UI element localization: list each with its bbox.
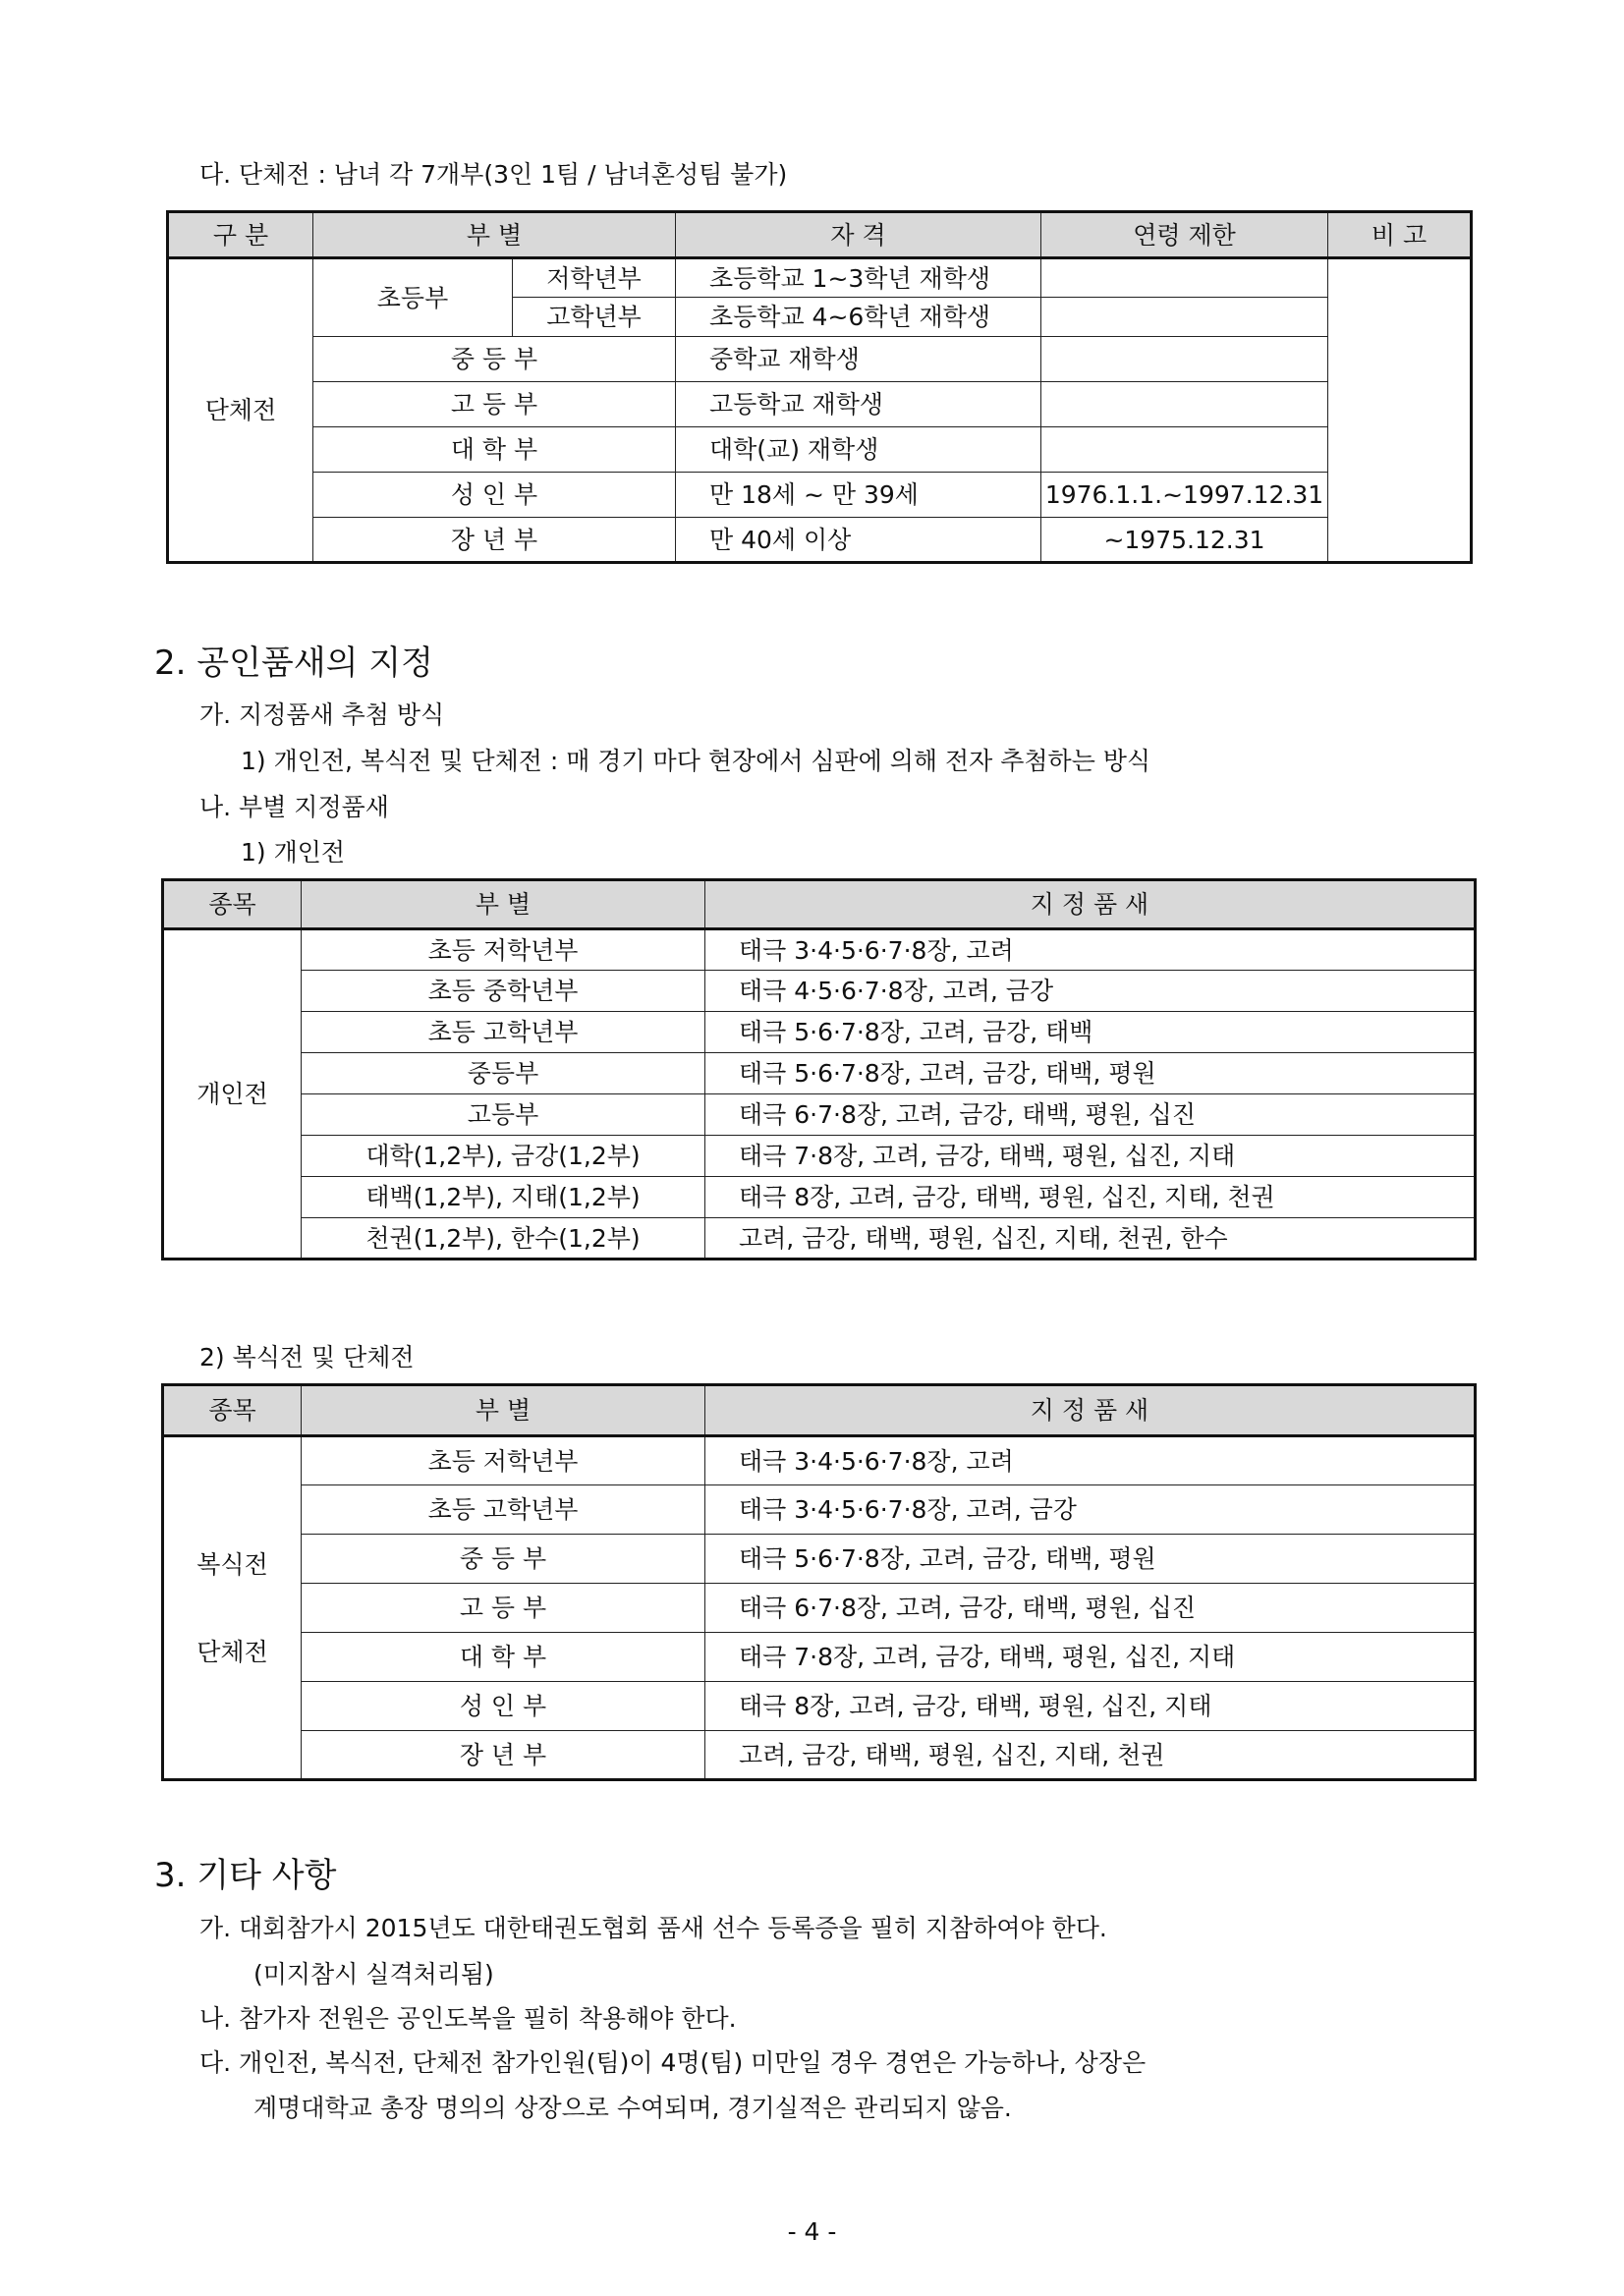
section-2-b1: 1) 개인전: [241, 838, 346, 867]
section-2-title: 2. 공인품새의 지정: [154, 644, 433, 683]
poomsae-cell: 태극 4·5·6·7·8장, 고려, 금강: [705, 971, 1476, 1012]
age-cell: [1041, 258, 1328, 298]
header-designated-poomsae: 지 정 품 새: [705, 1385, 1476, 1436]
division-cell: 대 학 부: [313, 427, 676, 473]
section-3-a: 가. 대회참가시 2015년도 대한태권도협회 품새 선수 등록증을 필히 지참하여야 한다.: [199, 1914, 1107, 1942]
header-designated-poomsae: 지 정 품 새: [705, 880, 1476, 929]
division-cell: 중 등 부: [313, 337, 676, 382]
poomsae-cell: 태극 8장, 고려, 금강, 태백, 평원, 십진, 지태: [705, 1682, 1476, 1731]
division-cell: 대학(1,2부), 금강(1,2부): [302, 1136, 705, 1177]
header-division: 부 별: [313, 212, 676, 258]
division-elementary: 초등부: [313, 258, 513, 337]
section-3-c-cont: 계명대학교 총장 명의의 상장으로 수여되며, 경기실적은 관리되지 않음.: [253, 2094, 1012, 2122]
division-cell: 대 학 부: [302, 1633, 705, 1682]
division-cell: 장 년 부: [313, 518, 676, 563]
section-2-b2: 2) 복식전 및 단체전: [199, 1343, 415, 1372]
individual-poomsae-table: [161, 878, 1477, 1260]
subdivision-upper: 고학년부: [513, 298, 676, 337]
division-cell: 초등 저학년부: [302, 929, 705, 971]
division-cell: 중 등 부: [302, 1535, 705, 1584]
qualification-cell: 초등학교 4~6학년 재학생: [676, 298, 1041, 337]
qualification-cell: 만 40세 이상: [676, 518, 1041, 563]
division-cell: 천권(1,2부), 한수(1,2부): [302, 1218, 705, 1260]
qualification-cell: 만 18세 ~ 만 39세: [676, 473, 1041, 518]
poomsae-cell: 고려, 금강, 태백, 평원, 십진, 지태, 천권, 한수: [705, 1218, 1476, 1260]
poomsae-cell: 태극 8장, 고려, 금강, 태백, 평원, 십진, 지태, 천권: [705, 1177, 1476, 1218]
division-cell: 초등 고학년부: [302, 1485, 705, 1535]
category-team: 단체전: [196, 1637, 268, 1666]
division-cell: 고등부: [302, 1094, 705, 1136]
category-individual: 개인전: [163, 929, 302, 1260]
poomsae-cell: 태극 3·4·5·6·7·8장, 고려: [705, 1436, 1476, 1485]
poomsae-cell: 태극 7·8장, 고려, 금강, 태백, 평원, 십진, 지태: [705, 1136, 1476, 1177]
poomsae-cell: 태극 5·6·7·8장, 고려, 금강, 태백, 평원: [705, 1053, 1476, 1094]
poomsae-cell: 태극 5·6·7·8장, 고려, 금강, 태백: [705, 1012, 1476, 1053]
header-qualification: 자 격: [676, 212, 1041, 258]
pair-team-poomsae-table: [161, 1383, 1477, 1781]
section-3-title: 3. 기타 사항: [154, 1856, 337, 1895]
poomsae-cell: 태극 7·8장, 고려, 금강, 태백, 평원, 십진, 지태: [705, 1633, 1476, 1682]
team-event-table: [166, 210, 1473, 564]
qualification-cell: 중학교 재학생: [676, 337, 1041, 382]
division-cell: 초등 중학년부: [302, 971, 705, 1012]
qualification-cell: 고등학교 재학생: [676, 382, 1041, 427]
category-team: 단체전: [168, 258, 313, 563]
header-remarks: 비 고: [1328, 212, 1472, 258]
age-cell: [1041, 337, 1328, 382]
poomsae-cell: 태극 6·7·8장, 고려, 금강, 태백, 평원, 십진: [705, 1094, 1476, 1136]
age-cell: 1976.1.1.~1997.12.31: [1041, 473, 1328, 518]
division-cell: 고 등 부: [313, 382, 676, 427]
category-pair: 복식전: [196, 1549, 268, 1579]
header-event: 종목: [163, 880, 302, 929]
header-division: 부 별: [302, 880, 705, 929]
poomsae-cell: 태극 6·7·8장, 고려, 금강, 태백, 평원, 십진: [705, 1584, 1476, 1633]
section-2-a1: 1) 개인전, 복식전 및 단체전 : 매 경기 마다 현장에서 심판에 의해 전자 추첨하는 방식: [241, 747, 1151, 775]
section-2-a: 가. 지정품새 추첨 방식: [199, 700, 445, 729]
poomsae-cell: 태극 3·4·5·6·7·8장, 고려: [705, 929, 1476, 971]
header-age-limit: 연령 제한: [1041, 212, 1328, 258]
poomsae-cell: 태극 5·6·7·8장, 고려, 금강, 태백, 평원: [705, 1535, 1476, 1584]
age-cell: ~1975.12.31: [1041, 518, 1328, 563]
age-cell: [1041, 298, 1328, 337]
division-cell: 초등 고학년부: [302, 1012, 705, 1053]
subdivision-lower: 저학년부: [513, 258, 676, 298]
section-3-b: 나. 참가자 전원은 공인도복을 필히 착용해야 한다.: [199, 2004, 737, 2033]
division-cell: 태백(1,2부), 지태(1,2부): [302, 1177, 705, 1218]
section-2-b: 나. 부별 지정품새: [199, 793, 389, 821]
division-cell: 중등부: [302, 1053, 705, 1094]
age-cell: [1041, 427, 1328, 473]
header-division: 부 별: [302, 1385, 705, 1436]
division-cell: 성 인 부: [313, 473, 676, 518]
qualification-cell: 대학(교) 재학생: [676, 427, 1041, 473]
team-intro-text: 다. 단체전 : 남녀 각 7개부(3인 1팀 / 남녀혼성팀 불가): [199, 160, 788, 189]
poomsae-cell: 고려, 금강, 태백, 평원, 십진, 지태, 천권: [705, 1731, 1476, 1780]
qualification-cell: 초등학교 1~3학년 재학생: [676, 258, 1041, 298]
division-cell: 장 년 부: [302, 1731, 705, 1780]
division-cell: 성 인 부: [302, 1682, 705, 1731]
remarks-cell: [1328, 258, 1472, 563]
header-category: 구 분: [168, 212, 313, 258]
section-3-c: 다. 개인전, 복식전, 단체전 참가인원(팀)이 4명(팀) 미만일 경우 경연은 가능하나, 상장은: [199, 2048, 1147, 2077]
section-3-a-note: (미지참시 실격처리됨): [253, 1960, 494, 1988]
category-pair-team: [163, 1436, 302, 1780]
division-cell: 초등 저학년부: [302, 1436, 705, 1485]
poomsae-cell: 태극 3·4·5·6·7·8장, 고려, 금강: [705, 1485, 1476, 1535]
age-cell: [1041, 382, 1328, 427]
page-number: - 4 -: [787, 2217, 837, 2246]
header-event: 종목: [163, 1385, 302, 1436]
division-cell: 고 등 부: [302, 1584, 705, 1633]
